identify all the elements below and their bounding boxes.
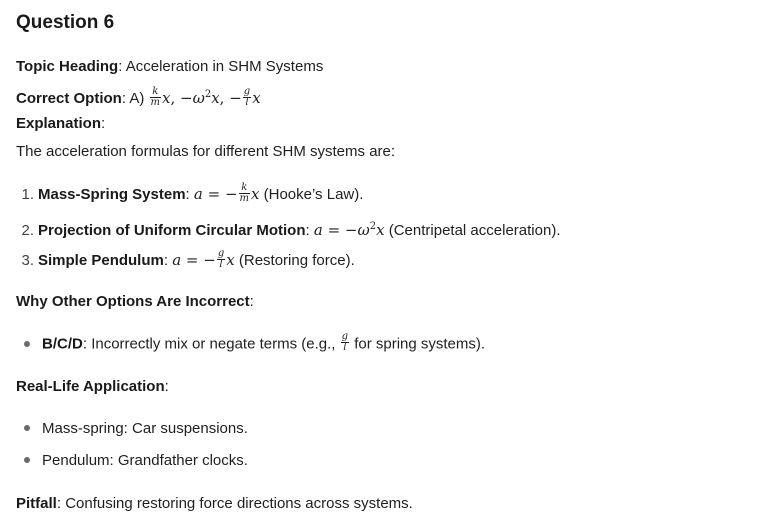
topic-value: Acceleration in SHM Systems (125, 58, 324, 75)
list-item: Mass-spring: Car suspensions. (12, 419, 248, 439)
fraction-g-over-l: $\frac{g}{l}$ (243, 85, 251, 108)
bullet-icon (24, 425, 30, 431)
list-item: B/C/D: Incorrectly mix or negate terms (e.g., $\frac{g}{l}$ for spring systems). (12, 334, 485, 355)
formula-mass-spring: a = − $\frac{k}{m}$ x (193, 181, 260, 204)
explanation-intro: The acceleration formulas for different SHM systems are: (16, 143, 396, 160)
list-item: 2. Projection of Uniform Circular Motion: $a = -\omega^2x$ (Centripetal acceleration). (21, 221, 561, 239)
correct-option-line: Correct Option: A) $\frac{k}{m}$ x, $-\omega^2x$, − $\frac{g}{l}$ x (16, 85, 261, 108)
real-life-label: Real-Life Application (16, 378, 165, 395)
topic-line: Topic Heading: Acceleration in SHM Systems (16, 58, 324, 75)
correct-option-formula: $\frac{k}{m}$ x, $-\omega^2x$, − $\frac{g}{l}$ x (150, 85, 261, 108)
why-incorrect-heading: Why Other Options Are Incorrect: (16, 293, 254, 310)
real-life-heading: Real-Life Application: (16, 378, 169, 395)
fraction-k-over-m: $\frac{k}{m}$ (150, 85, 161, 108)
formula-circular-motion: $a = -\omega^2x$ (313, 221, 385, 239)
formula-pendulum: a = − $\frac{g}{l}$ x (172, 247, 235, 270)
correct-option-label: Correct Option (16, 90, 122, 107)
topic-label: Topic Heading (16, 58, 119, 75)
question-title: Question 6 (16, 12, 115, 33)
pitfall-label: Pitfall (16, 495, 57, 512)
list-item: Pendulum: Grandfather clocks. (12, 451, 248, 471)
explanation-label: Explanation (16, 115, 102, 132)
pitfall-text: Confusing restoring force directions across systems. (65, 495, 413, 512)
fraction-g-over-l: $\frac{g}{l}$ (341, 331, 349, 353)
bullet-icon (24, 341, 30, 347)
list-item: 3. Simple Pendulum: a = − $\frac{g}{l}$ x (Restoring force). (21, 247, 355, 270)
explanation-heading: Explanation: (16, 115, 106, 132)
bullet-icon (24, 457, 30, 463)
why-incorrect-label: Why Other Options Are Incorrect (16, 293, 250, 310)
list-item: 1. Mass-Spring System: a = − $\frac{k}{m}$ x (Hooke’s Law). (21, 181, 364, 204)
correct-option-prefix: A) (129, 90, 145, 107)
pitfall-line: Pitfall: Confusing restoring force directions across systems. (16, 495, 413, 512)
